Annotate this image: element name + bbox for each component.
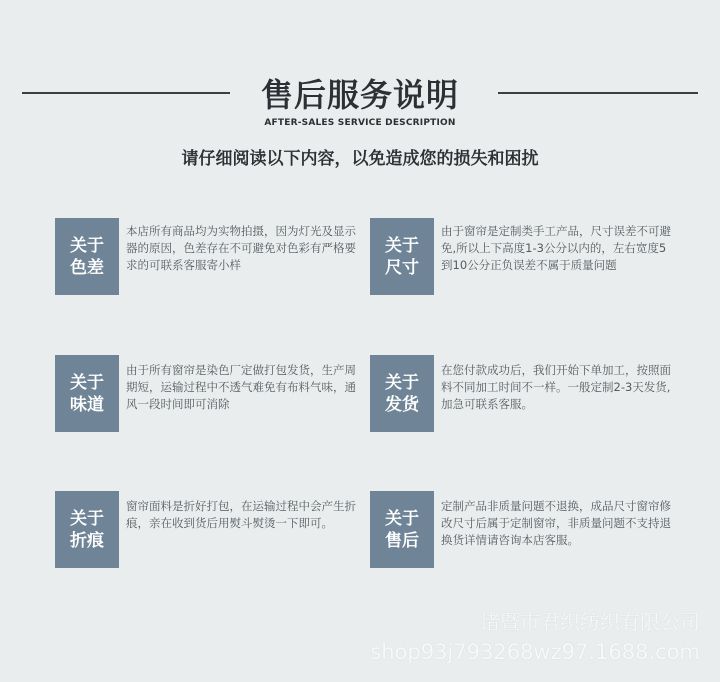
badge-label: 关于发货 (385, 372, 419, 415)
watermark-url: shop93j793268wz97.1688.com (370, 640, 700, 664)
badge-label: 关于味道 (70, 372, 104, 415)
desc-shipping: 在您付款成功后，我们开始下单加工，按照面料不同加工时间不一样。一般定制2-3天发货,加急可联系客服。 (441, 363, 671, 411)
badge-label: 关于色差 (70, 235, 104, 278)
badge-label: 关于售后 (385, 508, 419, 551)
badge-label: 关于尺寸 (385, 235, 419, 278)
desc-creases: 窗帘面料是折好打包，在运输过程中会产生折痕，亲在收到货后用熨斗熨烫一下即可。 (126, 499, 356, 530)
page-subtitle: AFTER-SALES SERVICE DESCRIPTION (264, 118, 456, 128)
desc-smell: 由于所有窗帘是染色厂定做打包发货，生产周期短，运输过程中不透气难免有布料气味，通风一段时间即可消除 (126, 363, 356, 411)
watermark-company: 诸暨市君织纺织有限公司 (480, 610, 700, 634)
desc-color-difference: 本店所有商品均为实物拍摄，因为灯光及显示器的原因，色差存在不可避免对色彩有严格要求的可联系客服寄小样 (126, 224, 356, 272)
desc-after-sales: 定制产品非质量问题不退换，成品尺寸窗帘修改尺寸后属于定制窗帘，非质量问题不支持退换货详情请咨询本店客服。 (441, 499, 671, 547)
badge-after-sales (370, 491, 434, 568)
badge-smell (55, 355, 119, 432)
badge-creases (55, 491, 119, 568)
reading-notice: 请仔细阅读以下内容，以免造成您的损失和困扰 (181, 149, 539, 169)
badge-label: 关于折痕 (70, 508, 104, 551)
badge-size (370, 218, 434, 295)
page-title: 售后服务说明 (260, 76, 459, 114)
badge-shipping (370, 355, 434, 432)
badge-color-difference (55, 218, 119, 295)
desc-size: 由于窗帘是定制类手工产品，尺寸误差不可避免,所以上下高度1-3公分以内的，左右宽度5到10公分正负误差不属于质量问题 (441, 224, 671, 272)
